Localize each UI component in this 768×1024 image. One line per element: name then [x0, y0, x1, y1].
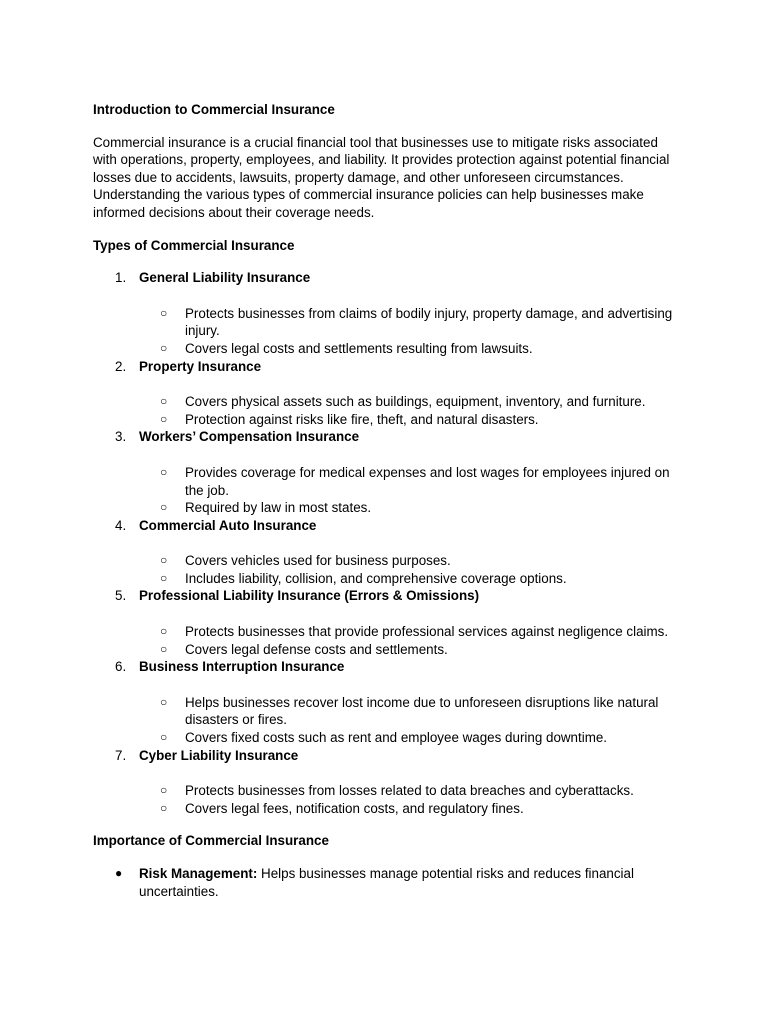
list-number: 1.: [115, 270, 127, 286]
list-item: [139, 800, 685, 818]
insurance-type-title: General Liability Insurance: [139, 270, 311, 286]
intro-paragraph: Commercial insurance is a crucial financial tool that businesses use to mitigate risks associated with operations, property, employees, and liability. It provides protection against potential financial losses due to accidents, lawsuits, property damage, and other unforeseen circumstances. Understanding the various types of commercial insurance policies can help businesses make informed decisions about their coverage needs.: [93, 134, 670, 220]
insurance-type-title: Business Interruption Insurance: [139, 659, 345, 675]
point-text: Required by law in most states.: [185, 500, 372, 516]
hollow-circle-bullet-icon: ○: [160, 694, 168, 709]
list-item: [139, 464, 685, 499]
importance-list: [93, 865, 683, 900]
hollow-circle-bullet-icon: ○: [160, 570, 168, 585]
hollow-circle-bullet-icon: ○: [160, 730, 168, 745]
document-page: [93, 101, 683, 900]
insurance-type-title: Property Insurance: [139, 358, 262, 374]
insurance-type-points: [139, 694, 683, 747]
insurance-type-item: [93, 517, 683, 588]
hollow-circle-bullet-icon: ○: [160, 340, 168, 355]
hollow-circle-bullet-icon: ○: [160, 305, 168, 320]
point-text: Provides coverage for medical expenses and lost wages for employees injured on the job.: [185, 464, 670, 498]
list-item: [139, 623, 685, 641]
list-item: [139, 393, 685, 411]
insurance-type-points: [139, 393, 683, 428]
point-text: Covers legal costs and settlements resulting from lawsuits.: [185, 340, 533, 356]
list-item: [139, 305, 685, 340]
hollow-circle-bullet-icon: ○: [160, 783, 168, 798]
list-number: 7.: [115, 747, 127, 763]
point-text: Protects businesses from losses related to data breaches and cyberattacks.: [185, 783, 634, 799]
types-list: [93, 269, 683, 817]
hollow-circle-bullet-icon: ○: [160, 800, 168, 815]
point-text: Covers vehicles used for business purposes.: [185, 553, 451, 569]
list-item: [139, 641, 685, 659]
point-text: Protection against risks like fire, theft, and natural disasters.: [185, 411, 539, 427]
insurance-type-item: [93, 747, 683, 818]
importance-heading: Importance of Commercial Insurance: [93, 833, 329, 849]
insurance-type-title: Commercial Auto Insurance: [139, 517, 317, 533]
insurance-type-item: [93, 269, 683, 357]
point-text: Covers legal defense costs and settlements.: [185, 641, 448, 657]
point-text: Covers physical assets such as buildings, equipment, inventory, and furniture.: [185, 394, 646, 410]
hollow-circle-bullet-icon: ○: [160, 624, 168, 639]
hollow-circle-bullet-icon: ○: [160, 464, 168, 479]
list-number: 5.: [115, 588, 127, 604]
insurance-type-points: [139, 623, 683, 658]
list-item: [139, 729, 685, 747]
list-item: [139, 340, 685, 358]
list-item: [139, 499, 685, 517]
point-text: Covers fixed costs such as rent and employee wages during downtime.: [185, 730, 608, 746]
hollow-circle-bullet-icon: ○: [160, 641, 168, 656]
insurance-type-item: [93, 428, 683, 516]
point-text: Covers legal fees, notification costs, and regulatory fines.: [185, 800, 524, 816]
list-number: 6.: [115, 659, 127, 675]
filled-circle-bullet-icon: ●: [115, 866, 123, 880]
insurance-type-item: [93, 358, 683, 429]
hollow-circle-bullet-icon: ○: [160, 500, 168, 515]
insurance-type-title: Professional Liability Insurance (Errors & Omissions): [139, 588, 480, 604]
insurance-type-item: [93, 658, 683, 746]
importance-item: [93, 865, 679, 900]
insurance-type-item: [93, 587, 683, 658]
insurance-type-points: [139, 552, 683, 587]
insurance-type-title: Cyber Liability Insurance: [139, 747, 299, 763]
list-item: [139, 782, 685, 800]
insurance-type-points: [139, 782, 683, 817]
insurance-type-points: [139, 305, 683, 358]
types-heading: Types of Commercial Insurance: [93, 237, 295, 253]
hollow-circle-bullet-icon: ○: [160, 394, 168, 409]
importance-text: Helps businesses manage potential risks and reduces financial uncertainties.: [139, 866, 634, 899]
list-number: 2.: [115, 358, 127, 374]
list-number: 4.: [115, 517, 127, 533]
insurance-type-points: [139, 464, 683, 517]
list-item: [139, 570, 685, 588]
intro-heading: Introduction to Commercial Insurance: [93, 102, 335, 117]
hollow-circle-bullet-icon: ○: [160, 553, 168, 568]
point-text: Protects businesses from claims of bodily injury, property damage, and advertising injury.: [185, 305, 673, 339]
list-item: [139, 694, 685, 729]
point-text: Protects businesses that provide professional services against negligence claims.: [185, 624, 669, 640]
hollow-circle-bullet-icon: ○: [160, 411, 168, 426]
importance-label: Risk Management:: [139, 866, 258, 881]
list-item: [139, 411, 685, 429]
list-number: 3.: [115, 429, 127, 445]
point-text: Includes liability, collision, and comprehensive coverage options.: [185, 570, 567, 586]
list-item: [139, 552, 685, 570]
insurance-type-title: Workers’ Compensation Insurance: [139, 429, 360, 445]
point-text: Helps businesses recover lost income due to unforeseen disruptions like natural disasters or fires.: [185, 694, 659, 728]
